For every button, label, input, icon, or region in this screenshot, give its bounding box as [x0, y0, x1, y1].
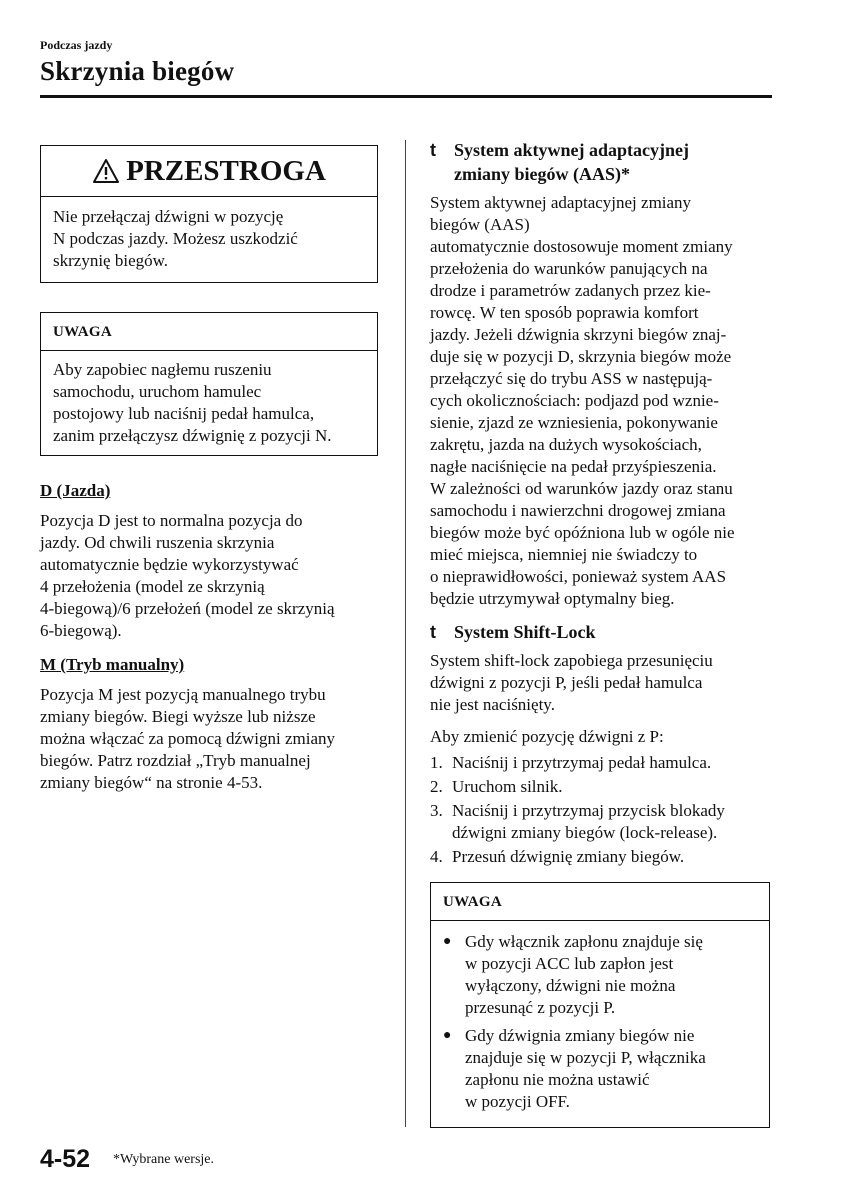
- bullet-line: w pozycji ACC lub zapłon jest: [465, 954, 674, 973]
- text-line: przełożenia do warunków panujących na: [430, 259, 708, 278]
- text-line: będzie utrzymywał optymalny bieg.: [430, 589, 675, 608]
- page-number: 4-52: [40, 1145, 91, 1173]
- section-label: Podczas jazdy: [40, 38, 113, 52]
- bullet-icon: ●: [443, 934, 452, 949]
- caution-line: skrzynię biegów.: [53, 251, 169, 270]
- note-bullets: [431, 921, 769, 1127]
- note-line: Aby zapobiec nagłemu ruszeniu: [53, 360, 272, 379]
- bullet-line: Gdy włącznik zapłonu znajduje się: [465, 932, 703, 951]
- text-line: jazdy. Jeżeli dźwignia skrzyni biegów znaj-: [430, 325, 727, 344]
- text-line: System shift-lock zapobiega przesunięciu: [430, 651, 713, 670]
- text-line: System aktywnej adaptacyjnej zmiany: [430, 193, 692, 212]
- section-marker: t: [430, 622, 436, 642]
- manual-paragraph: [40, 684, 380, 794]
- drive-paragraph: [40, 510, 380, 642]
- text-line: biegów. Patrz rozdział „Tryb manualnej: [40, 751, 311, 770]
- note-title: UWAGA: [41, 313, 377, 351]
- note-line: postojowy lub naciśnij pedał hamulca,: [53, 404, 315, 423]
- text-line: jazdy. Od chwili ruszenia skrzynia: [40, 533, 275, 552]
- shiftlock-heading: [430, 620, 772, 644]
- text-line: biegów może być opóźniona lub w ogóle nie: [430, 523, 735, 542]
- text-line: nie jest naciśnięty.: [430, 695, 555, 714]
- text-line: 6-biegową).: [40, 621, 122, 640]
- right-column: [430, 138, 772, 1128]
- text-line: biegów (AAS): [430, 215, 530, 234]
- header-rule: [40, 95, 772, 98]
- shiftlock-intro: Aby zmienić pozycję dźwigni z P:: [430, 727, 664, 746]
- text-line: 4-biegową)/6 przełożeń (model ze skrzynią: [40, 599, 335, 618]
- shiftlock-paragraph: [430, 650, 772, 716]
- caution-body: [41, 197, 377, 282]
- list-item: [430, 800, 772, 844]
- step-number: 3.: [430, 801, 443, 820]
- step-number: 4.: [430, 847, 443, 866]
- text-line: nagłe naciśnięcie na pedał przyśpieszenia.: [430, 457, 717, 476]
- note-box-left: [40, 312, 378, 456]
- text-line: duje się w pozycji D, skrzynia biegów może: [430, 347, 732, 366]
- step-line: dźwigni zmiany biegów (lock-release).: [452, 823, 718, 842]
- list-item: [430, 776, 772, 798]
- manual-heading: M (Tryb manualny): [40, 655, 185, 674]
- note-body: [41, 351, 377, 455]
- list-item: [430, 846, 772, 868]
- list-item: [443, 1025, 759, 1113]
- text-line: zakrętu, jazda na dużych wysokościach,: [430, 435, 702, 454]
- bullet-line: znajduje się w pozycji P, włącznika: [465, 1048, 706, 1067]
- shiftlock-heading-text: System Shift-Lock: [454, 622, 596, 642]
- note-line: zanim przełączysz dźwignię z pozycji N.: [53, 426, 332, 445]
- aas-heading-line: System aktywnej adaptacyjnej: [454, 140, 689, 160]
- caution-line: N podczas jazdy. Możesz uszkodzić: [53, 229, 298, 248]
- step-line: Naciśnij i przytrzymaj przycisk blokady: [452, 801, 725, 820]
- note-box-right: [430, 882, 770, 1128]
- bullet-line: zapłonu nie można ustawić: [465, 1070, 650, 1089]
- list-item: [430, 752, 772, 774]
- text-line: drodze i parametrów zadanych przez kie-: [430, 281, 711, 300]
- text-line: rowcę. W ten sposób poprawia komfort: [430, 303, 699, 322]
- shiftlock-steps: [430, 752, 772, 868]
- aas-heading-line: zmiany biegów (AAS)*: [454, 164, 630, 184]
- left-column: [40, 145, 380, 794]
- text-line: Pozycja D jest to normalna pozycja do: [40, 511, 303, 530]
- text-line: można włączać za pomocą dźwigni zmiany: [40, 729, 336, 748]
- note-line: samochodu, uruchom hamulec: [53, 382, 262, 401]
- column-divider: [405, 140, 406, 1127]
- list-item: [443, 931, 759, 1019]
- note-title: UWAGA: [431, 883, 769, 921]
- bullet-line: Gdy dźwignia zmiany biegów nie: [465, 1026, 695, 1045]
- text-line: o nieprawidłowości, ponieważ system AAS: [430, 567, 727, 586]
- bullet-line: wyłączony, dźwigni nie można: [465, 976, 676, 995]
- aas-heading: [430, 138, 772, 186]
- section-marker: t: [430, 140, 436, 160]
- text-line: automatycznie dostosowuje moment zmiany: [430, 237, 733, 256]
- text-line: zmiany biegów. Biegi wyższe lub niższe: [40, 707, 316, 726]
- bullet-icon: ●: [443, 1028, 452, 1043]
- text-line: 4 przełożenia (model ze skrzynią: [40, 577, 265, 596]
- text-line: przełączyć się do trybu ASS w następują-: [430, 369, 713, 388]
- text-line: W zależności od warunków jazdy oraz stanu: [430, 479, 733, 498]
- caution-box: [40, 145, 378, 283]
- text-line: mieć miejsca, niemniej nie świadczy to: [430, 545, 698, 564]
- drive-heading: D (Jazda): [40, 481, 111, 500]
- text-line: cych okolicznościach: podjazd pod wznie-: [430, 391, 719, 410]
- text-line: sienie, zjazd ze wzniesienia, pokonywanie: [430, 413, 718, 432]
- step-number: 1.: [430, 753, 443, 772]
- text-line: Pozycja M jest pozycją manualnego trybu: [40, 685, 326, 704]
- text-line: dźwigni z pozycji P, jeśli pedał hamulca: [430, 673, 703, 692]
- warning-triangle-icon: [92, 158, 120, 184]
- step-line: Uruchom silnik.: [452, 777, 563, 796]
- bullet-line: przesunąć z pozycji P.: [465, 998, 616, 1017]
- caution-title: [41, 146, 377, 197]
- aas-paragraph: [430, 192, 772, 610]
- text-line: zmiany biegów“ na stronie 4-53.: [40, 773, 263, 792]
- footnote: *Wybrane wersje.: [113, 1152, 215, 1167]
- text-line: samochodu i nawierzchni drogowej zmiana: [430, 501, 726, 520]
- step-line: Przesuń dźwignię zmiany biegów.: [452, 847, 685, 866]
- caution-title-text: PRZESTROGA: [126, 155, 326, 187]
- caution-line: Nie przełączaj dźwigni w pozycję: [53, 207, 284, 226]
- step-line: Naciśnij i przytrzymaj pedał hamulca.: [452, 753, 712, 772]
- bullet-line: w pozycji OFF.: [465, 1092, 570, 1111]
- step-number: 2.: [430, 777, 443, 796]
- page-title: Skrzynia biegów: [40, 56, 235, 86]
- text-line: automatycznie będzie wykorzystywać: [40, 555, 299, 574]
